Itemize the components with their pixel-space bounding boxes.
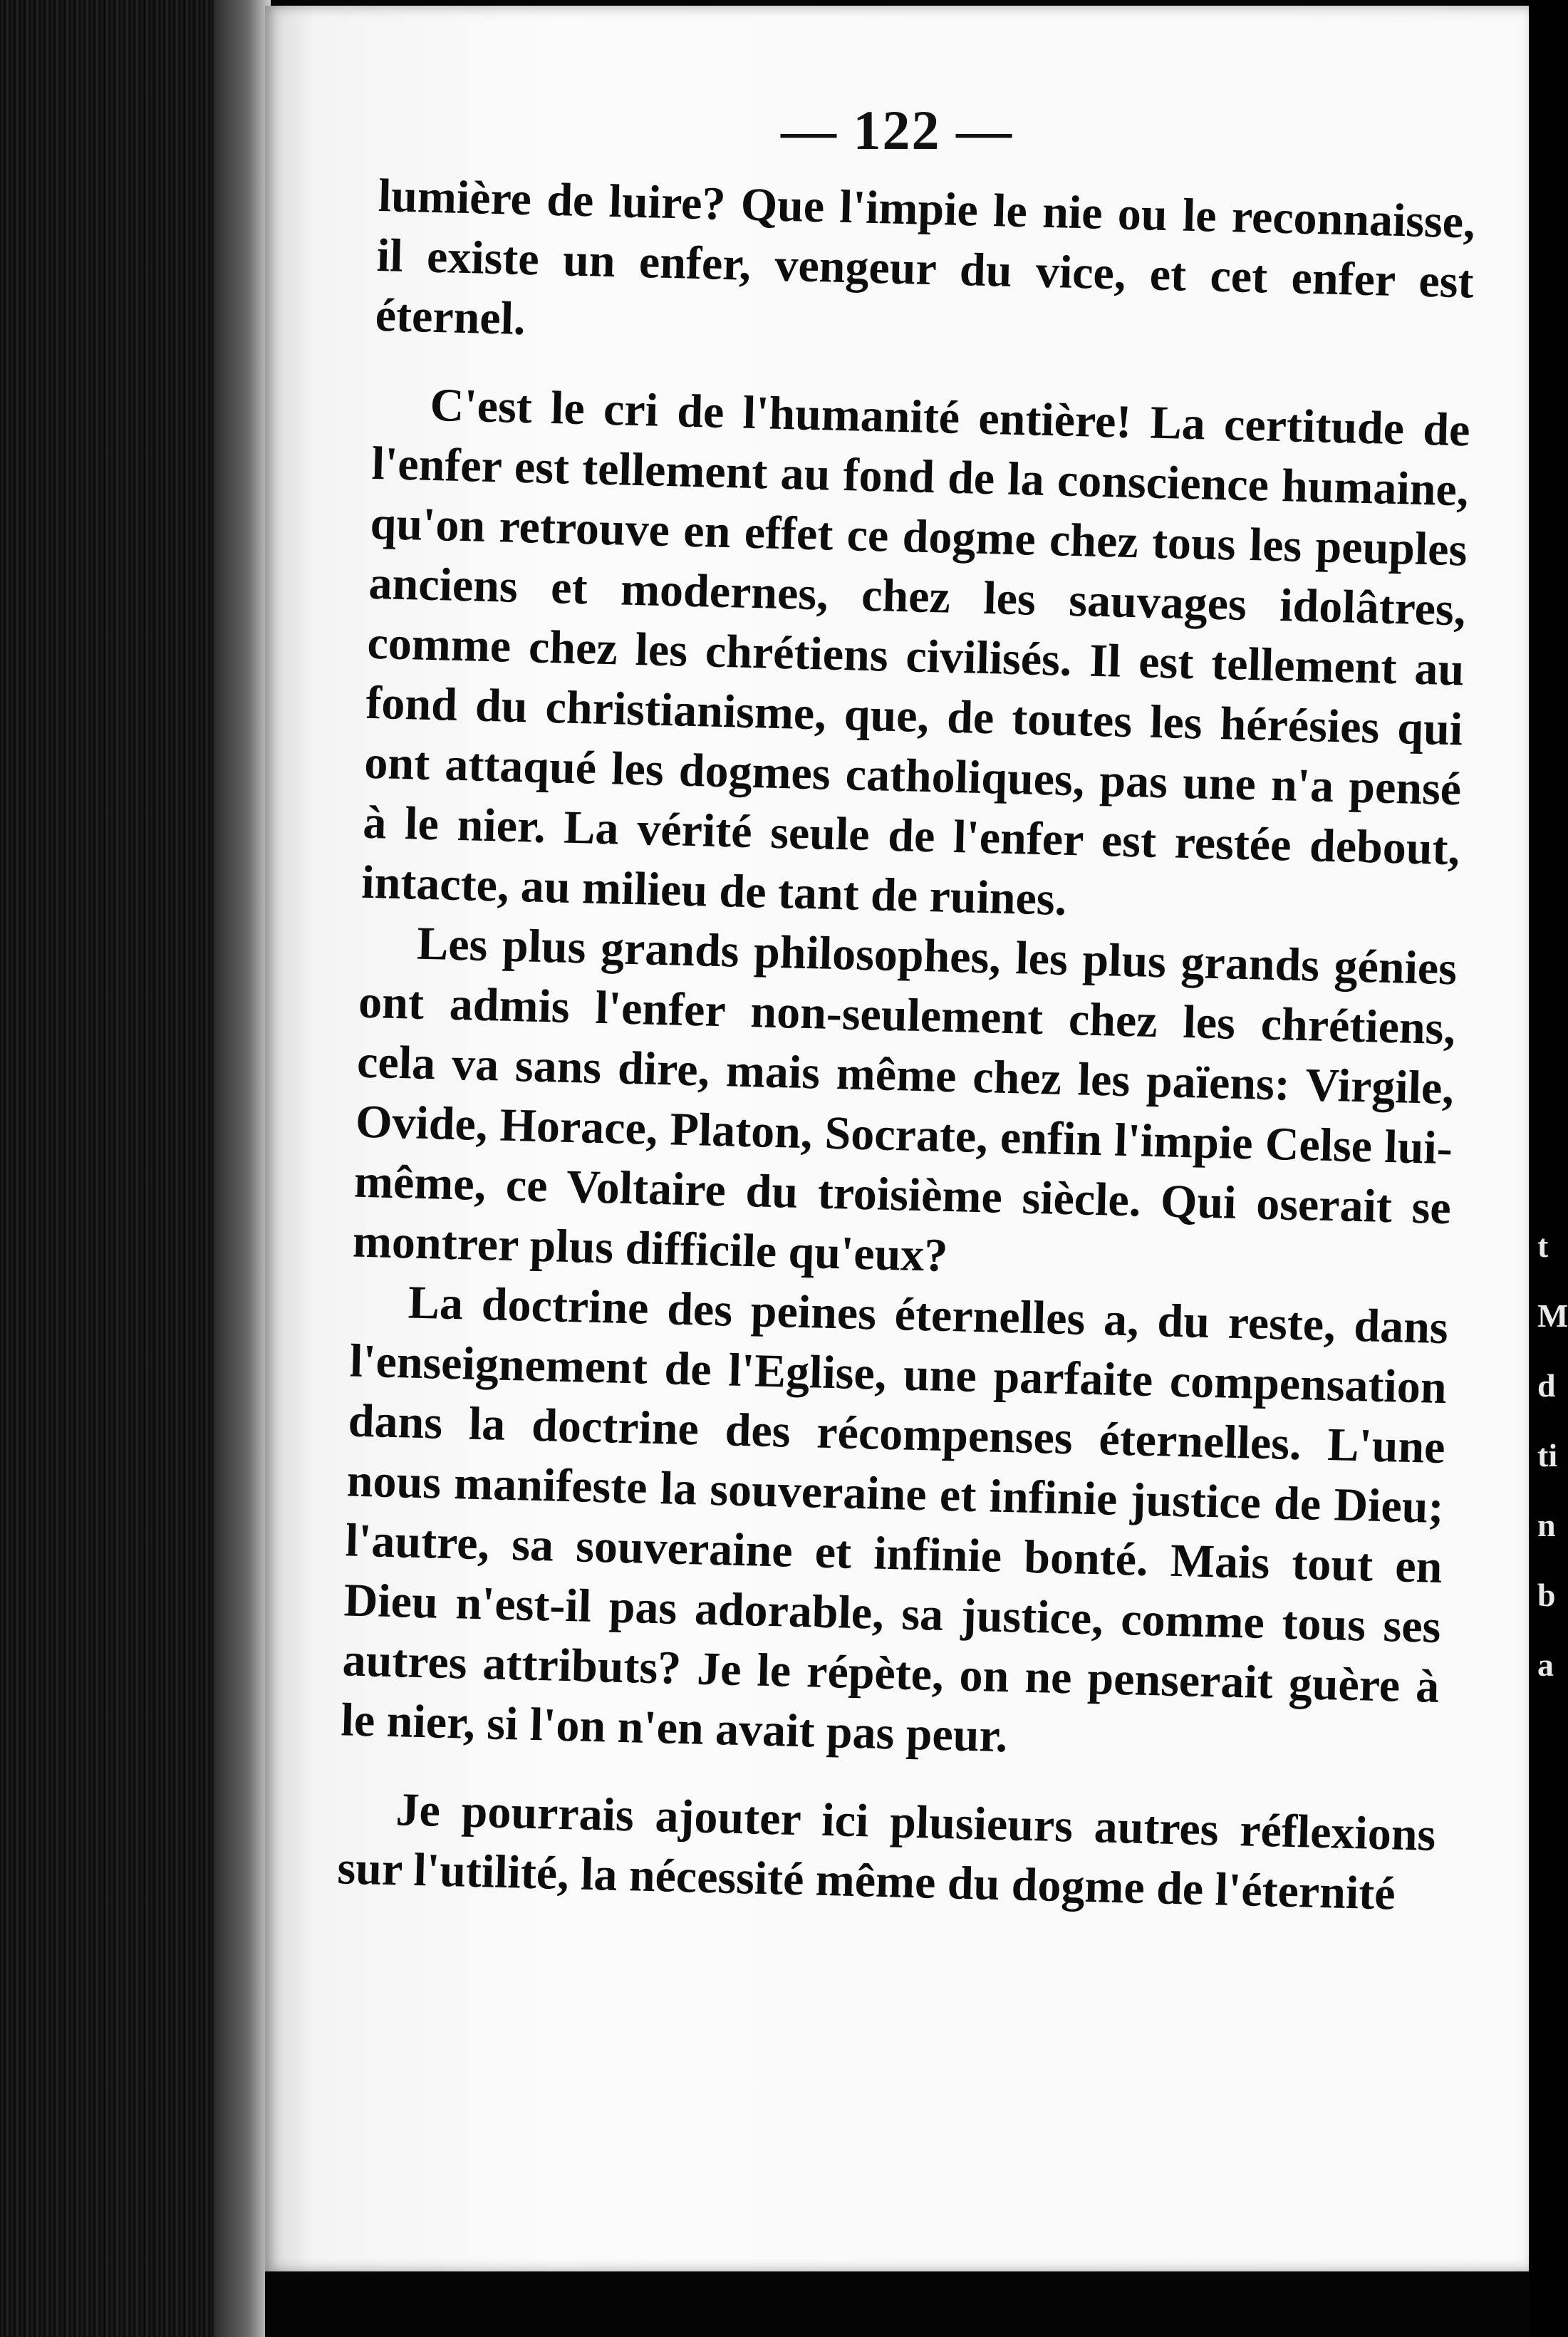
bottom-margin-shadow [265,2271,1530,2337]
fragment: ti [1537,1437,1558,1473]
paragraph-5: Je pourrais ajouter ici plusieurs autres réflexions sur l'utilité, la nécessité même du dogme de l'éternité [336,1783,1437,1920]
spine-edge [214,0,271,2337]
fragment: d [1537,1367,1556,1404]
fragment: b [1537,1577,1556,1613]
fragment: t [1537,1228,1549,1264]
book-page [265,6,1529,2271]
fragment: a [1537,1647,1554,1683]
facing-page-strip [1530,0,1568,2337]
paragraph-3: Les plus grands philosophes, les plus grands génies ont admis l'enfer non-seulement chez les chrétiens, cela va sans dire, mais même chez les païens: Virgile, Ovide, Horace, Platon, Socrate, enfin l'impie Celse lui-même, ce Voltaire du troisième siècle. Qui oserait se montrer plus difficile qu'eux? [352,917,1458,1282]
facing-page-fragments [1537,1211,1568,1700]
fragment: n [1537,1507,1556,1543]
page-number: — 122 — [781,99,1013,161]
fragment: M [1537,1297,1568,1334]
paragraph-2: C'est le cri de l'humanité entière! La certitude de l'enfer est tellement au fond de la conscience humaine, qu'on retrouve en effet ce dogme chez tous les peuples anciens et modernes, chez les sauvages idolâtres, comme chez les chrétiens civilisés. Il est tellement au fond du christianisme, que, de toutes les hérésies qui ont attaqué les dogmes catholiques, pas une n'a pensé à le nier. La vérité seule de l'enfer est restée debout, intacte, au milieu de tant de ruines. [360,378,1471,926]
page-text [337,166,1476,1925]
paragraph-1: lumière de luire? Que l'impie le nie ou le reconnaisse, il existe un enfer, vengeur du vice, et cet enfer est éternel. [374,169,1476,346]
paragraph-4: La doctrine des peines éternelles a, du reste, dans l'enseignement de l'Eglise, une parfaite compensation dans la doctrine des récompenses éternelles. L'une nous manifeste la souveraine et infinie justice de Dieu; l'autre, sa souveraine et infinie bonté. Mais tout en Dieu n'est-il pas adorable, sa justice, comme tous ses autres attributs? Je le répète, on ne penserait guère à le nier, si l'on n'en avait pas peur. [340,1276,1449,1763]
